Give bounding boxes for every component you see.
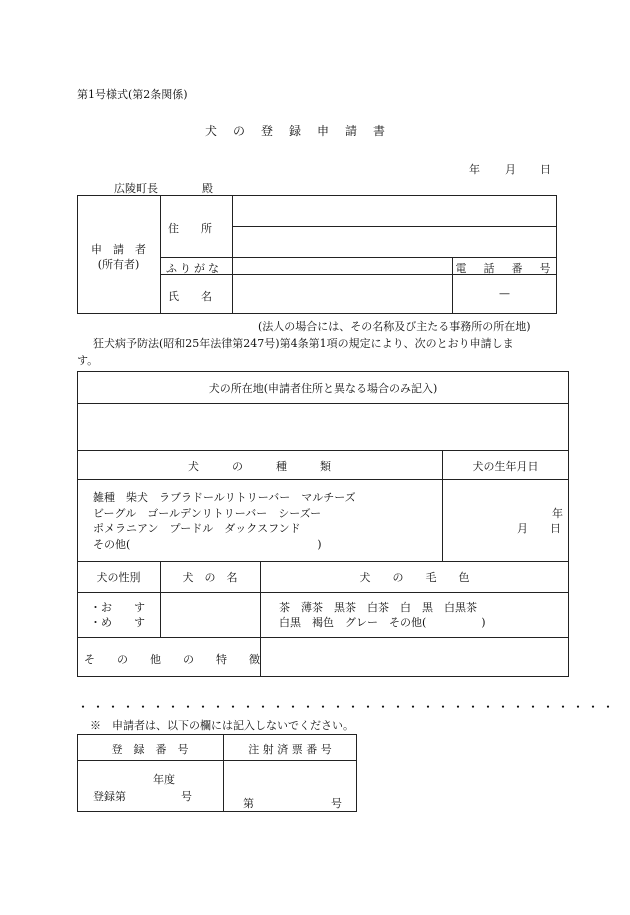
furigana-label: ふりがな <box>166 262 222 275</box>
injection-number: 第 号 <box>243 797 342 810</box>
phone-dash[interactable]: — <box>499 287 510 300</box>
form-number: 第1号様式(第2条関係) <box>77 88 188 101</box>
breed-header: 犬 の 種 類 <box>188 460 331 473</box>
dog-location-field[interactable] <box>78 404 568 449</box>
injection-header: 注 射 済 票 番 号 <box>248 743 332 756</box>
addressee: 広陵町長 殿 <box>114 182 213 195</box>
sex-header: 犬の性別 <box>96 571 141 584</box>
birth-year[interactable]: 年 <box>552 507 563 520</box>
dog-name-field[interactable] <box>161 593 259 636</box>
name-field[interactable] <box>233 275 451 313</box>
phone-label: 電 話 番 号 <box>455 262 554 275</box>
breed-line-4[interactable]: その他( ) <box>93 538 322 551</box>
dogname-header: 犬 の 名 <box>182 571 238 584</box>
address-field-2[interactable] <box>233 227 556 257</box>
breed-line-2[interactable]: ビーグル ゴールデンリトリーバー シーズー <box>93 507 322 520</box>
dotted-separator: ・・・・・・・・・・・・・・・・・・・・・・・・・・・・・・・・・・・・ <box>77 700 618 714</box>
date-day: 日 <box>540 163 551 176</box>
furigana-field[interactable] <box>233 258 451 274</box>
date-month: 月 <box>505 163 516 176</box>
registration-number: 登録第 号 <box>93 790 192 803</box>
page-title: 犬 の 登 録 申 請 書 <box>205 124 388 138</box>
applicant-label-sub: (所有者) <box>97 258 140 271</box>
office-note: ※ 申請者は、以下の欄には記入しないでください。 <box>90 719 354 732</box>
address-field[interactable] <box>233 196 556 226</box>
sex-female-option[interactable]: ・め す <box>90 616 145 629</box>
color-header: 犬 の 毛 色 <box>359 571 470 584</box>
statement-line-1: 狂犬病予防法(昭和25年法律第247号)第4条第1項の規定により、次のとおり申請しま <box>93 337 514 350</box>
registration-fiscal-year: 年度 <box>153 773 175 786</box>
statement-line-2: す。 <box>77 354 99 367</box>
corp-note: (法人の場合には、その名称及び主たる事務所の所在地) <box>258 320 531 333</box>
breed-line-1[interactable]: 雑種 柴犬 ラブラドールリトリーバー マルチーズ <box>93 491 356 504</box>
birth-header: 犬の生年月日 <box>472 460 539 473</box>
color-line-2[interactable]: 白黒 褐色 グレー その他( ) <box>279 616 486 629</box>
birth-month-day[interactable]: 月 日 <box>517 522 561 535</box>
features-field[interactable] <box>261 638 568 676</box>
address-label: 住 所 <box>168 222 212 235</box>
applicant-label: 申 請 者 <box>91 243 146 256</box>
dog-location-label: 犬の所在地(申請者住所と異なる場合のみ記入) <box>208 382 438 395</box>
name-label: 氏 名 <box>168 290 212 303</box>
breed-line-3[interactable]: ポメラニアン プードル ダックスフンド <box>93 522 301 535</box>
date-year: 年 <box>469 163 480 176</box>
features-label: そ の 他 の 特 徴 <box>84 653 260 666</box>
sex-male-option[interactable]: ・お す <box>90 601 145 614</box>
registration-header: 登 録 番 号 <box>111 743 189 756</box>
color-line-1[interactable]: 茶 薄茶 黒茶 白茶 白 黒 白黒茶 <box>279 601 477 614</box>
